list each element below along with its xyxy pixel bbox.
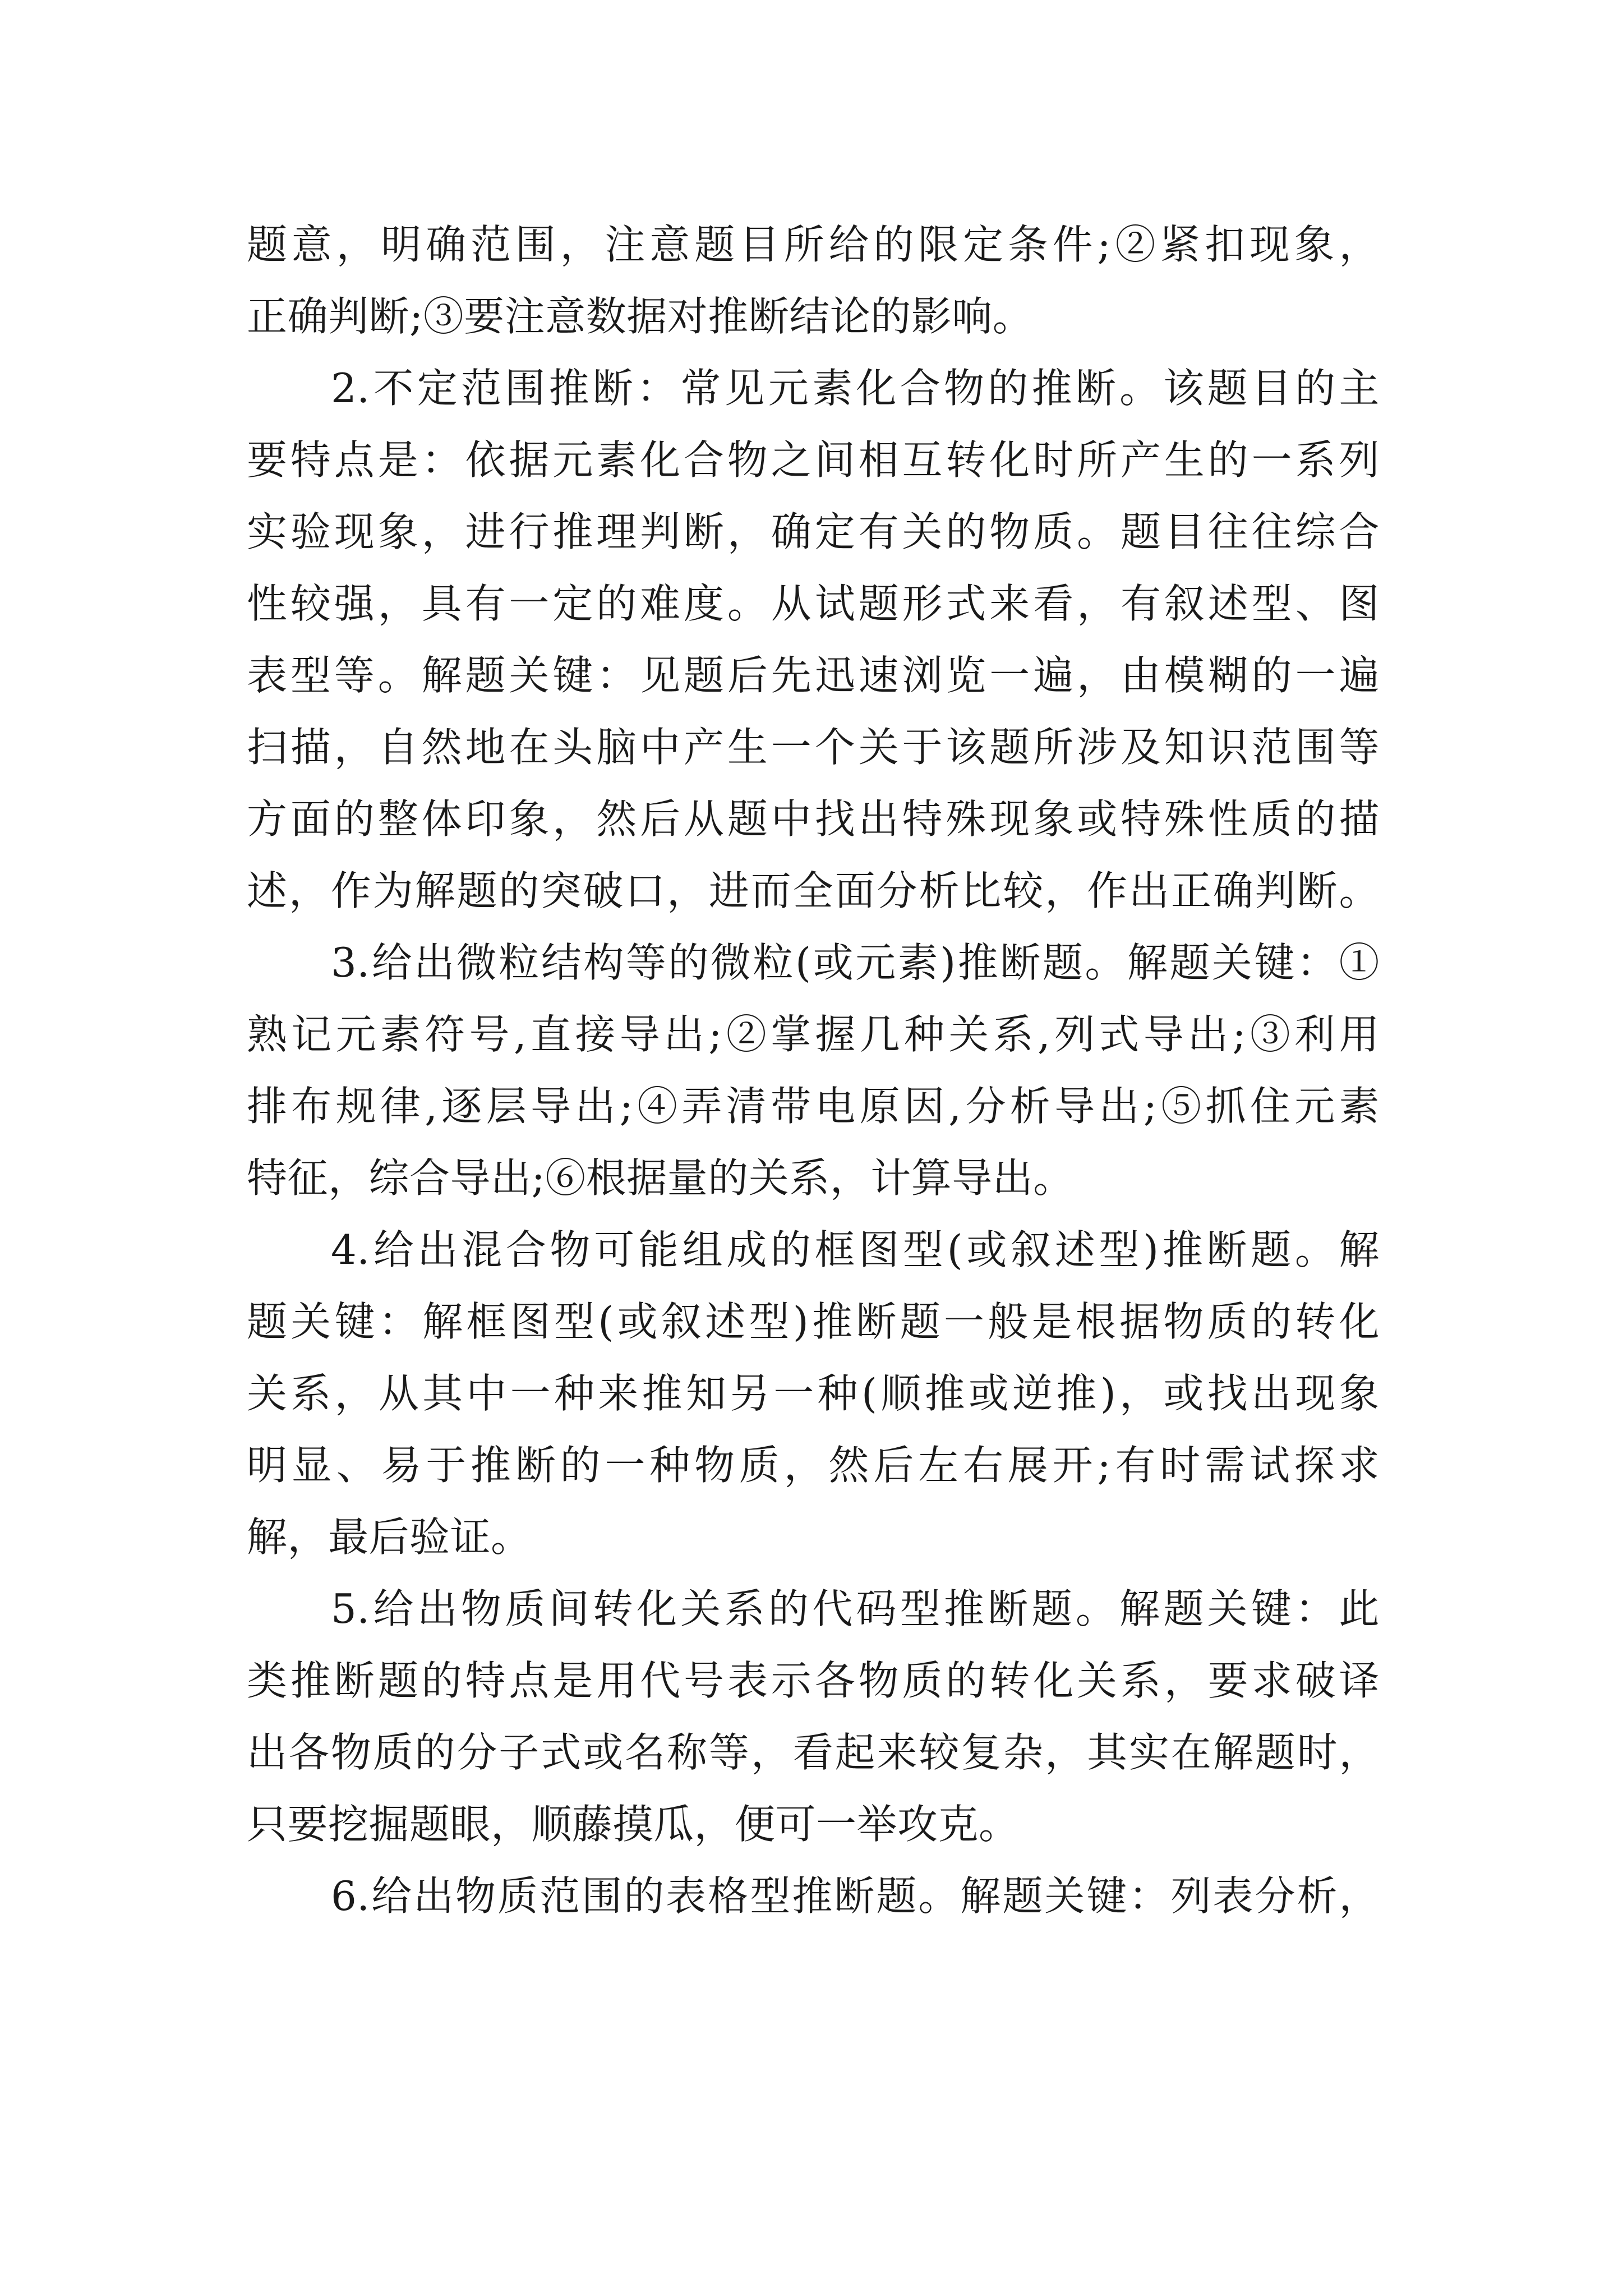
text-line: 只要挖掘题眼，顺藤摸瓜，便可一举攻克。: [247, 1801, 1020, 1848]
text-line: 特征，综合导出;⑥根据量的关系，计算导出。: [247, 1154, 1074, 1202]
paragraph-4: [247, 1214, 1380, 1573]
text-line: 正确判断;③要注意数据对推断结论的影响。: [247, 293, 1034, 340]
text-line: 5.给出物质间转化关系的代码型推断题。解题关键：此: [331, 1585, 1380, 1632]
paragraph-5: [247, 1573, 1380, 1860]
text-line: 题意，明确范围，注意题目所给的限定条件;②紧扣现象，: [247, 221, 1380, 268]
text-line: 题关键：解框图型(或叙述型)推断题一般是根据物质的转化: [247, 1298, 1380, 1345]
text-line: 性较强，具有一定的难度。从试题形式来看，有叙述型、图: [247, 580, 1380, 627]
text-line: 扫描，自然地在头脑中产生一个关于该题所涉及知识范围等: [247, 724, 1380, 771]
text-line: 排布规律,逐层导出;④弄清带电原因,分析导出;⑤抓住元素: [247, 1083, 1380, 1130]
text-line: 方面的整体印象，然后从题中找出特殊现象或特殊性质的描: [247, 795, 1380, 843]
text-line: 3.给出微粒结构等的微粒(或元素)推断题。解题关键：①: [331, 939, 1380, 986]
paragraph-3: [247, 927, 1380, 1214]
paragraph-6: [247, 1860, 1380, 1932]
text-line: 明显、易于推断的一种物质，然后左右展开;有时需试探求: [247, 1442, 1380, 1489]
text-line: 述，作为解题的突破口，进而全面分析比较，作出正确判断。: [247, 867, 1380, 914]
text-line: 解，最后验证。: [247, 1513, 532, 1561]
text-line: 熟记元素符号,直接导出;②掌握几种关系,列式导出;③利用: [247, 1011, 1380, 1058]
text-line: 4.给出混合物可能组成的框图型(或叙述型)推断题。解: [331, 1226, 1380, 1273]
paragraph-continuation: [247, 209, 1380, 352]
body-text: [247, 209, 1380, 1932]
text-line: 2.不定范围推断：常见元素化合物的推断。该题目的主: [331, 365, 1380, 412]
text-line: 关系，从其中一种来推知另一种(顺推或逆推)，或找出现象: [247, 1370, 1380, 1417]
text-line: 实验现象，进行推理判断，确定有关的物质。题目往往综合: [247, 508, 1380, 555]
text-line: 出各物质的分子式或名称等，看起来较复杂，其实在解题时，: [247, 1729, 1380, 1776]
paragraph-2: [247, 352, 1380, 927]
text-line: 表型等。解题关键：见题后先迅速浏览一遍，由模糊的一遍: [247, 652, 1380, 699]
text-line: 类推断题的特点是用代号表示各物质的转化关系，要求破译: [247, 1657, 1380, 1704]
text-line: 6.给出物质范围的表格型推断题。解题关键：列表分析，: [331, 1872, 1380, 1920]
text-line: 要特点是：依据元素化合物之间相互转化时所产生的一系列: [247, 436, 1380, 484]
